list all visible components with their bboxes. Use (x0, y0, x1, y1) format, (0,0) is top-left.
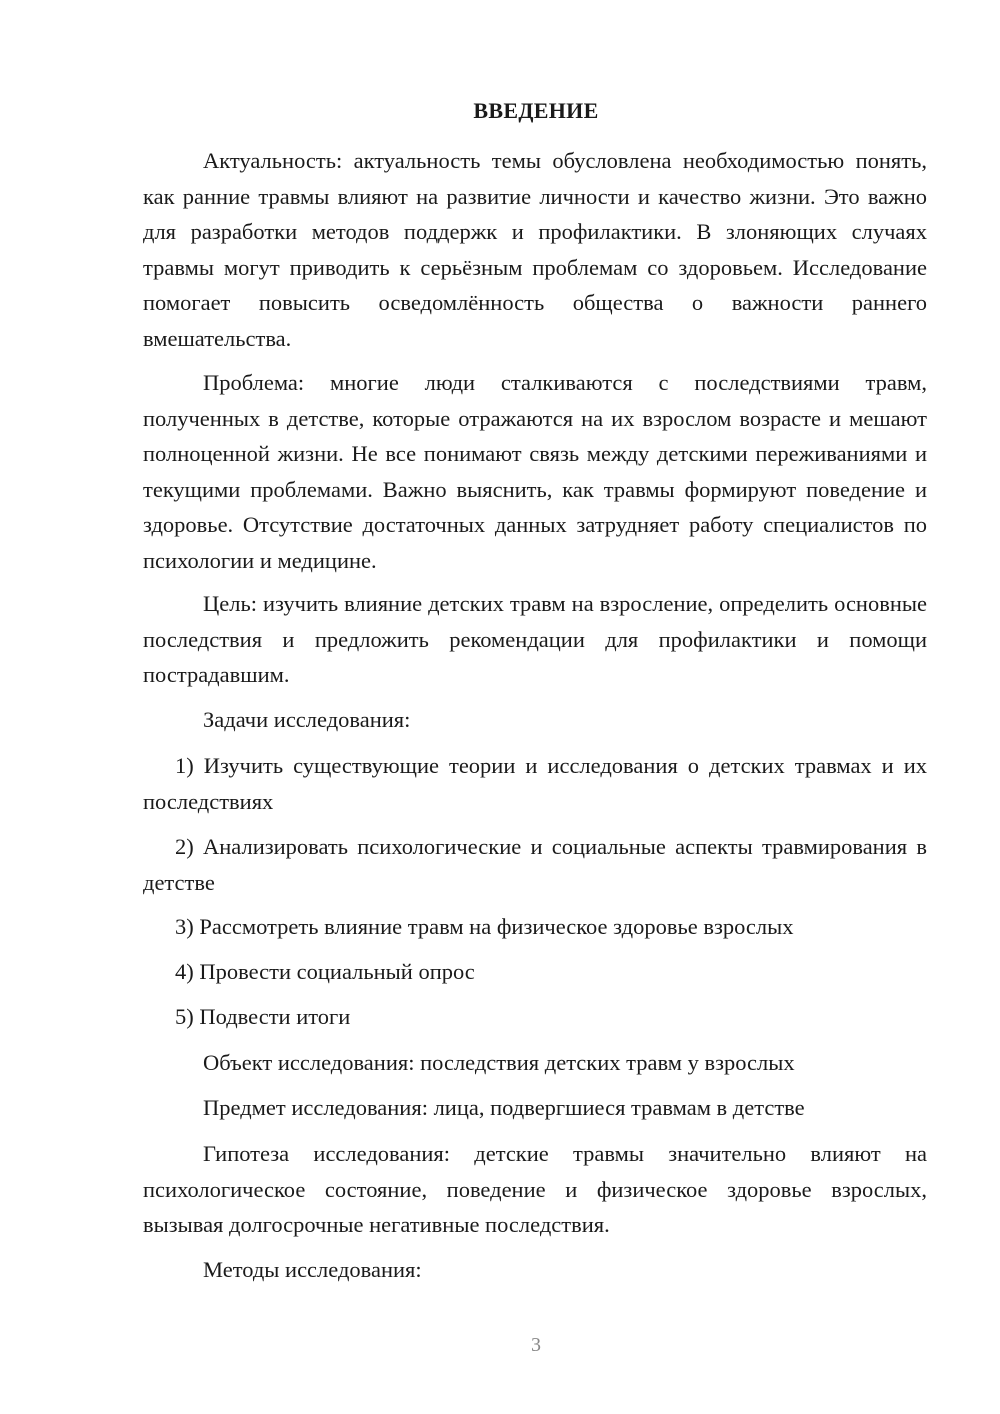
task-item-1: 1) Изучить существующие теории и исследования о детских травмах и их последствиях (143, 753, 927, 814)
page-number: 3 (531, 1334, 541, 1356)
task-item-4: 4) Провести социальный опрос (175, 959, 475, 984)
relevance-paragraph: Актуальность: актуальность темы обусловлена необходимостью понять, как ранние травмы влияют на развитие личности и качество жизни. Это важно для разработки методов поддержк и профилактики. В злоняющих случаях травмы могут приводить к серьёзным проблемам со здоровьем. Исследование помогает повысить осведомлённость общества о важности раннего вмешательства. (143, 148, 927, 351)
page-title: ВВЕДЕНИЕ (473, 98, 599, 123)
task-item-2: 2) Анализировать психологические и социальные аспекты травмирования в детстве (143, 834, 927, 895)
problem-paragraph: Проблема: многие люди сталкиваются с последствиями травм, полученных в детстве, которые отражаются на их взрослом возрасте и мешают полноценной жизни. Не все понимают связь между детскими переживаниями и текущими проблемами. Важно выяснить, как травмы формируют поведение и здоровье. Отсутствие достаточных данных затрудняет работу специалистов по психологии и медицине. (143, 370, 927, 573)
subject-paragraph: Предмет исследования: лица, подвергшиеся травмам в детстве (203, 1095, 805, 1120)
methods-heading: Методы исследования: (203, 1257, 422, 1282)
goal-paragraph: Цель: изучить влияние детских травм на взросление, определить основные последствия и предложить рекомендации для профилактики и помощи пострадавшим. (143, 591, 927, 687)
task-item-3: 3) Рассмотреть влияние травм на физическое здоровье взрослых (175, 914, 794, 939)
task-item-5: 5) Подвести итоги (175, 1004, 351, 1029)
object-paragraph: Объект исследования: последствия детских травм у взрослых (203, 1050, 795, 1075)
tasks-heading: Задачи исследования: (203, 707, 411, 732)
hypothesis-paragraph: Гипотеза исследования: детские травмы значительно влияют на психологическое состояние, поведение и физическое здоровье взрослых, вызывая долгосрочные негативные последствия. (143, 1141, 927, 1237)
